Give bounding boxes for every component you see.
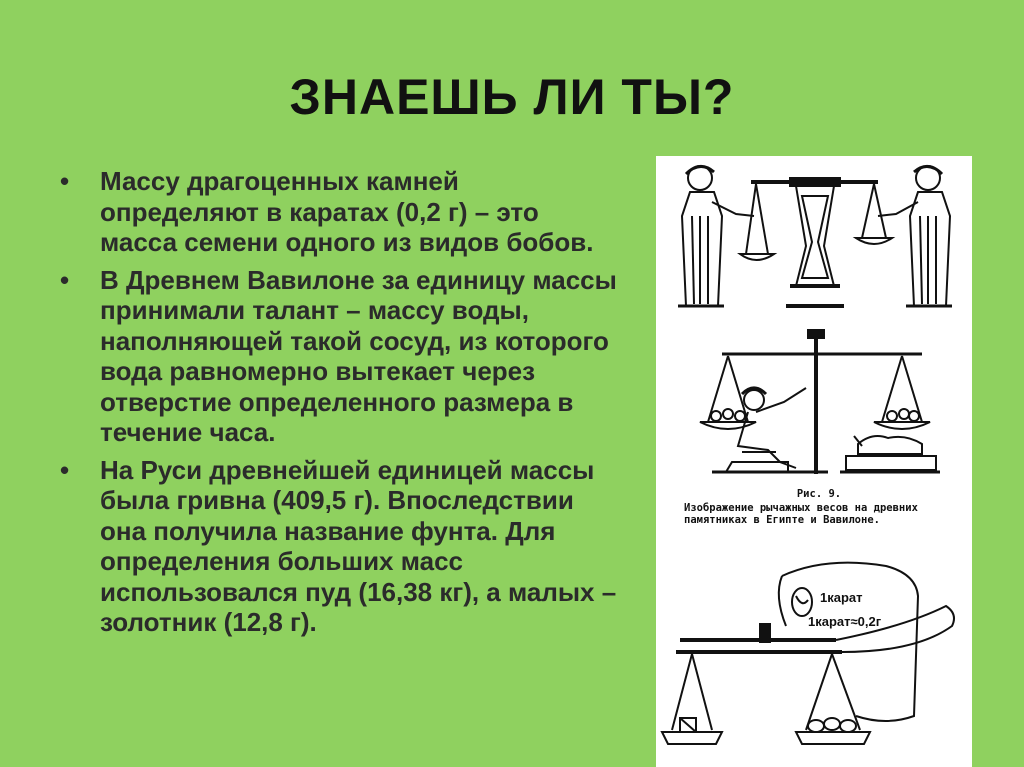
- figure-caption: [684, 488, 954, 526]
- scales-illustration: [656, 156, 972, 767]
- figure-number: Рис. 9.: [796, 488, 842, 500]
- bullet-dot: •: [60, 166, 70, 196]
- bullet-dot: •: [60, 264, 70, 295]
- slide-title: ЗНАЕШЬ ЛИ ТЫ?: [289, 69, 735, 125]
- bullet-text: В Древнем Вавилоне за единицу массы принимали талант – массу воды, наполняющей такой сосуд, из которого вода равномерно вытекает через отверстие определенного размера в течение часа.: [100, 264, 617, 447]
- bullet-text: Массу драгоценных камней определяют в каратах (0,2 г) – это масса семени одного из видов бобов.: [100, 166, 594, 257]
- bullet-item: [60, 455, 620, 638]
- note-carat-value: 1карат≈0,2г: [808, 614, 882, 629]
- babylonian-scale-drawing: [678, 166, 952, 306]
- egyptian-scale-drawing: [700, 330, 940, 474]
- bullet-dot: •: [60, 454, 70, 485]
- figure-caption-text: Изображение рычажных весов на древних памятниках в Египте и Вавилоне.: [684, 502, 918, 526]
- note-carat-label: 1карат: [820, 590, 863, 605]
- bullet-item: [60, 166, 620, 258]
- modern-scale-drawing: [662, 563, 954, 744]
- bullet-text: На Руси древнейшей единицей массы была гривна (409,5 г). Впоследствии она получила название фунта. Для определения больших масс использовался пуд (16,38 кг), а малых – золотник (12,8 г).: [100, 454, 617, 637]
- scales-drawing: [656, 156, 972, 767]
- bullet-item: [60, 265, 620, 448]
- bullet-list: [60, 166, 620, 645]
